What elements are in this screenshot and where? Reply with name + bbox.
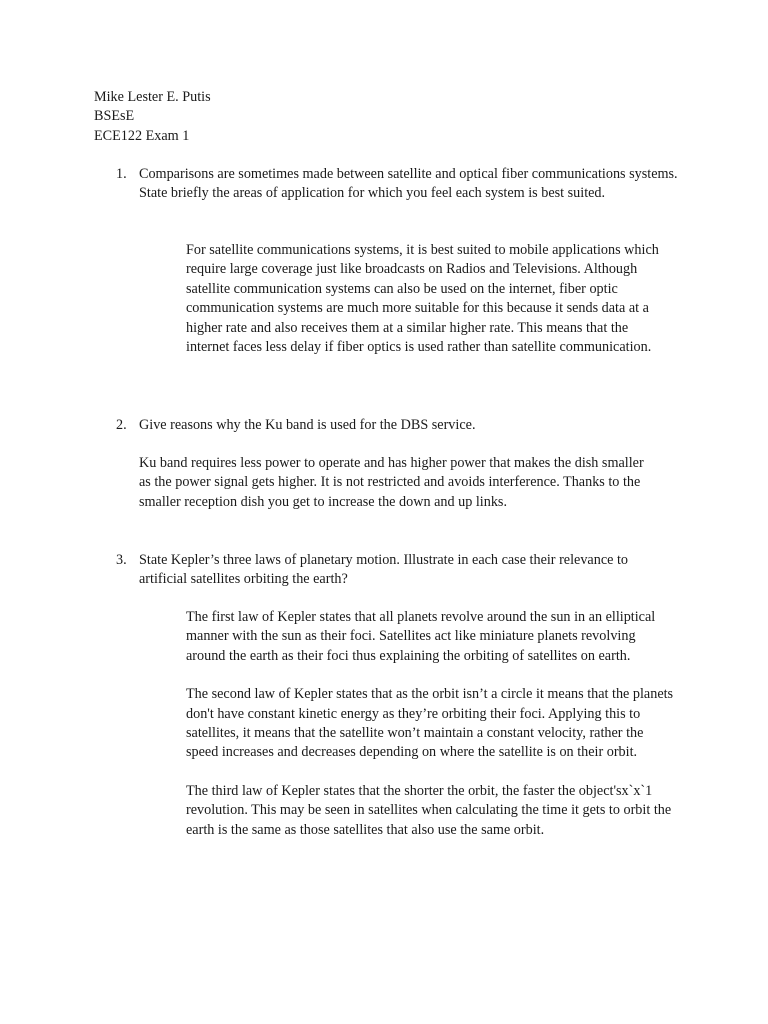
answer-paragraph-law-3: The third law of Kepler states that the shorter the orbit, the faster the object'sx`x`1 revolution. This may be seen in satellites when calculating the time it gets to orbit the earth is the same as those satellites that also use the same orbit. — [186, 782, 672, 838]
student-program: BSEsE — [94, 108, 135, 125]
question-text: Give reasons why the Ku band is used for the DBS service. — [139, 417, 476, 433]
question-text: Comparisons are sometimes made between satellite and optical fiber communications systems. State briefly the areas of application for which you feel each system is best suited. — [139, 166, 678, 202]
answer-2 — [139, 454, 649, 531]
question-number: 3. — [116, 552, 127, 568]
document-header — [94, 88, 211, 146]
answer-1 — [186, 241, 668, 376]
answer-paragraph-law-1: The first law of Kepler states that all planets revolve around the sun in an elliptical manner with the sun as their foci. Satellites act like miniature planets revolving around the earth as their foci thus explaining the orbiting of satellites on earth. — [186, 609, 656, 664]
answer-3 — [186, 608, 678, 859]
answer-paragraph-law-2: The second law of Kepler states that as the orbit isn’t a circle it means that the planets don't have constant kinetic energy as they’re orbiting their foci. Applying this to satellites, it means that the satellite won’t maintain a constant velocity, rather the speed increases and decreases depending on where the satellite is on their orbit. — [186, 686, 674, 761]
answer-paragraph: For satellite communications systems, it is best suited to mobile applications which require large coverage just like broadcasts on Radios and Televisions. Although satellite communication systems can also be used on the internet, fiber optic communication systems are much more suitable for this because it sends data at a higher rate and also receives them at a similar higher rate. This means that the internet faces less delay if fiber optics is used rather than satellite communication. — [186, 242, 659, 356]
question-1 — [116, 165, 696, 204]
exam-title: ECE122 Exam 1 — [94, 127, 190, 144]
question-2 — [116, 416, 696, 435]
question-number: 1. — [116, 166, 127, 182]
question-3 — [116, 551, 696, 590]
student-name: Mike Lester E. Putis — [94, 89, 211, 105]
answer-paragraph: Ku band requires less power to operate and has higher power that makes the dish smaller as the power signal gets higher. It is not restricted and avoids interference. Thanks to the smaller reception dish you get to increase the down and up links. — [139, 455, 644, 510]
question-text: State Kepler’s three laws of planetary motion. Illustrate in each case their relevance to artificial satellites orbiting the earth? — [139, 552, 629, 588]
question-number: 2. — [116, 417, 127, 433]
